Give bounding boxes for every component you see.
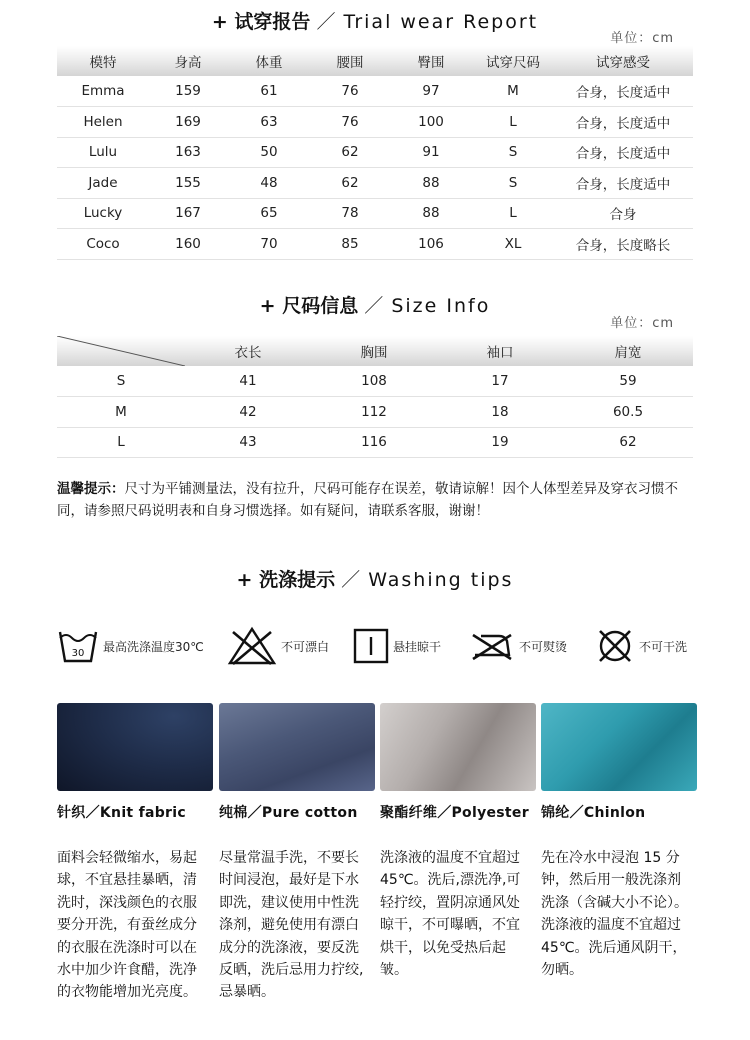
cell-size: L: [57, 427, 185, 458]
cell-weight: 63: [227, 107, 311, 138]
cell-feeling: 合身，长度适中: [553, 168, 693, 199]
trial-report-title-en: Trial wear Report: [343, 11, 539, 33]
wash-30-icon: [57, 628, 99, 664]
header-cuff: 袖口: [437, 336, 563, 366]
cell-waist: 76: [311, 107, 389, 138]
fabric-desc-polyester: 洗涤液的温度不宜超过45℃。洗后,漂洗净,可轻拧绞，置阴凉通风处晾干，不可曝晒，不宜烘干，以免受热后起皱。: [380, 850, 521, 979]
wash-temp-number: 30: [71, 648, 85, 659]
table-row: [57, 107, 693, 138]
cell-hip: 97: [389, 76, 473, 107]
header-chest: 胸围: [311, 336, 437, 366]
cell-height: 155: [149, 168, 227, 199]
cell-cuff: 18: [437, 397, 563, 428]
header-diagonal-corner: [57, 336, 185, 366]
care-label-no-dry-clean: 不可干洗: [639, 639, 688, 654]
size-info-title-en: Size Info: [391, 295, 491, 317]
cell-height: 159: [149, 76, 227, 107]
cell-waist: 62: [311, 137, 389, 168]
fabric-title-cotton: 纯棉／Pure cotton: [219, 805, 358, 821]
washing-tips-title-sep: ／: [341, 569, 363, 591]
cell-size: M: [57, 397, 185, 428]
cell-weight: 48: [227, 168, 311, 199]
washing-tips-title: [0, 565, 750, 592]
fabric-title-polyester: 聚酯纤维／Polyester: [380, 805, 529, 821]
cell-cuff: 17: [437, 366, 563, 397]
fabric-title-knit: 针织／Knit fabric: [57, 805, 186, 821]
cell-shoulder: 59: [563, 366, 693, 397]
cell-feeling: 合身，长度略长: [553, 229, 693, 260]
cell-length: 43: [185, 427, 311, 458]
cell-hip: 88: [389, 198, 473, 229]
header-length: 衣长: [185, 336, 311, 366]
table-row: [57, 427, 693, 458]
fabric-desc-cotton: 尽量常温手洗，不要长时间浸泡，最好是下水即洗，建议使用中性洗涤剂，避免使用有漂白成分的洗涤液，要反洗反晒，洗后忌用力拧绞,忌暴晒。: [219, 850, 364, 1001]
size-info-title-cn: + 尺码信息: [259, 295, 359, 317]
cell-height: 167: [149, 198, 227, 229]
cell-weight: 70: [227, 229, 311, 260]
fabric-chinlon: [541, 703, 697, 981]
cell-feeling: 合身: [553, 198, 693, 229]
cell-size: XL: [473, 229, 553, 260]
notice-text: 尺寸为平铺测量法，没有拉升，尺码可能存在误差，敬请谅解！因个人体型差异及穿衣习惯不同，请参照尺码说明表和自身习惯选择。如有疑问，请联系客服，谢谢！: [57, 481, 678, 519]
trial-report-title-cn: + 试穿报告: [211, 11, 311, 33]
trial-report-table: [57, 46, 693, 260]
cell-waist: 76: [311, 76, 389, 107]
cell-hip: 88: [389, 168, 473, 199]
care-label-hang-dry: 悬挂晾干: [393, 639, 442, 654]
care-label-no-bleach: 不可漂白: [281, 639, 330, 654]
cell-height: 163: [149, 137, 227, 168]
fabric-swatch-chinlon: [541, 703, 697, 791]
cell-size: M: [473, 76, 553, 107]
cell-length: 42: [185, 397, 311, 428]
cell-size: L: [473, 198, 553, 229]
cell-feeling: 合身，长度适中: [553, 137, 693, 168]
fabric-title-chinlon: 锦纶／Chinlon: [541, 805, 646, 821]
size-info-title-sep: ／: [364, 295, 386, 317]
header-shoulder: 肩宽: [563, 336, 693, 366]
cell-height: 169: [149, 107, 227, 138]
no-iron-icon: [469, 629, 515, 663]
cell-model: Jade: [57, 168, 149, 199]
cell-chest: 112: [311, 397, 437, 428]
trial-header-row: [57, 46, 693, 76]
cell-shoulder: 60.5: [563, 397, 693, 428]
cell-length: 41: [185, 366, 311, 397]
cell-size: S: [473, 168, 553, 199]
cell-weight: 50: [227, 137, 311, 168]
care-symbol-wash-30: [57, 624, 204, 668]
washing-tips-title-cn: + 洗涤提示: [236, 569, 336, 591]
care-symbol-no-dry-clean: [595, 624, 687, 668]
size-unit-label: 单位：cm: [610, 316, 674, 331]
care-label-wash-30: 最高洗涤温度30℃: [103, 639, 204, 654]
cell-shoulder: 62: [563, 427, 693, 458]
cell-hip: 100: [389, 107, 473, 138]
trial-unit-label: 单位：cm: [610, 31, 674, 46]
cell-weight: 65: [227, 198, 311, 229]
cell-waist: 62: [311, 168, 389, 199]
table-row: [57, 366, 693, 397]
size-notice: [57, 478, 697, 522]
size-info-table: [57, 336, 693, 458]
table-row: [57, 168, 693, 199]
table-row: [57, 397, 693, 428]
fabric-polyester: [380, 703, 536, 981]
header-weight: 体重: [227, 46, 311, 76]
header-model: 模特: [57, 46, 149, 76]
cell-hip: 106: [389, 229, 473, 260]
diagonal-line-icon: [57, 336, 185, 366]
header-trial-size: 试穿尺码: [473, 46, 553, 76]
fabric-swatch-knit: [57, 703, 213, 791]
care-label-no-iron: 不可熨烫: [519, 639, 568, 654]
cell-waist: 85: [311, 229, 389, 260]
header-hip: 臀围: [389, 46, 473, 76]
care-symbol-no-iron: [469, 624, 567, 668]
cell-model: Helen: [57, 107, 149, 138]
header-height: 身高: [149, 46, 227, 76]
cell-chest: 116: [311, 427, 437, 458]
washing-tips-title-en: Washing tips: [368, 569, 514, 591]
fabric-swatch-cotton: [219, 703, 375, 791]
table-row: [57, 76, 693, 107]
cell-feeling: 合身，长度适中: [553, 76, 693, 107]
cell-height: 160: [149, 229, 227, 260]
cell-hip: 91: [389, 137, 473, 168]
cell-size: L: [473, 107, 553, 138]
cell-model: Lulu: [57, 137, 149, 168]
cell-size: S: [473, 137, 553, 168]
fabric-desc-chinlon: 先在冷水中浸泡 15 分钟，然后用一般洗涤剂洗涤（含碱大小不论）。洗涤液的温度不宜超过 45℃。洗后通风阴干，勿晒。: [541, 850, 688, 979]
table-row: [57, 137, 693, 168]
cell-chest: 108: [311, 366, 437, 397]
care-symbol-hang-dry: [353, 624, 441, 668]
fabric-cotton: [219, 703, 375, 1004]
table-row: [57, 229, 693, 260]
cell-feeling: 合身，长度适中: [553, 107, 693, 138]
no-dry-clean-icon: [595, 626, 635, 666]
notice-label: 温馨提示：: [57, 481, 125, 497]
header-waist: 腰围: [311, 46, 389, 76]
cell-cuff: 19: [437, 427, 563, 458]
size-header-row: [57, 336, 693, 366]
cell-model: Lucky: [57, 198, 149, 229]
cell-weight: 61: [227, 76, 311, 107]
fabric-knit: [57, 703, 213, 1004]
header-feeling: 试穿感受: [553, 46, 693, 76]
table-row: [57, 198, 693, 229]
cell-size: S: [57, 366, 185, 397]
hang-dry-icon: [353, 628, 389, 664]
cell-model: Emma: [57, 76, 149, 107]
no-bleach-icon: [227, 626, 277, 666]
trial-report-title-sep: ／: [316, 11, 338, 33]
care-symbols-row: [57, 624, 697, 668]
cell-waist: 78: [311, 198, 389, 229]
care-symbol-no-bleach: [227, 624, 329, 668]
fabric-desc-knit: 面料会轻微缩水，易起球，不宜悬挂暴晒，清洗时，深浅颜色的衣服要分开洗，有蚕丝成分的衣服在洗涤时可以在水中加少许食醋，洗净的衣物能增加光亮度。: [57, 850, 197, 1001]
fabric-swatch-polyester: [380, 703, 536, 791]
cell-model: Coco: [57, 229, 149, 260]
